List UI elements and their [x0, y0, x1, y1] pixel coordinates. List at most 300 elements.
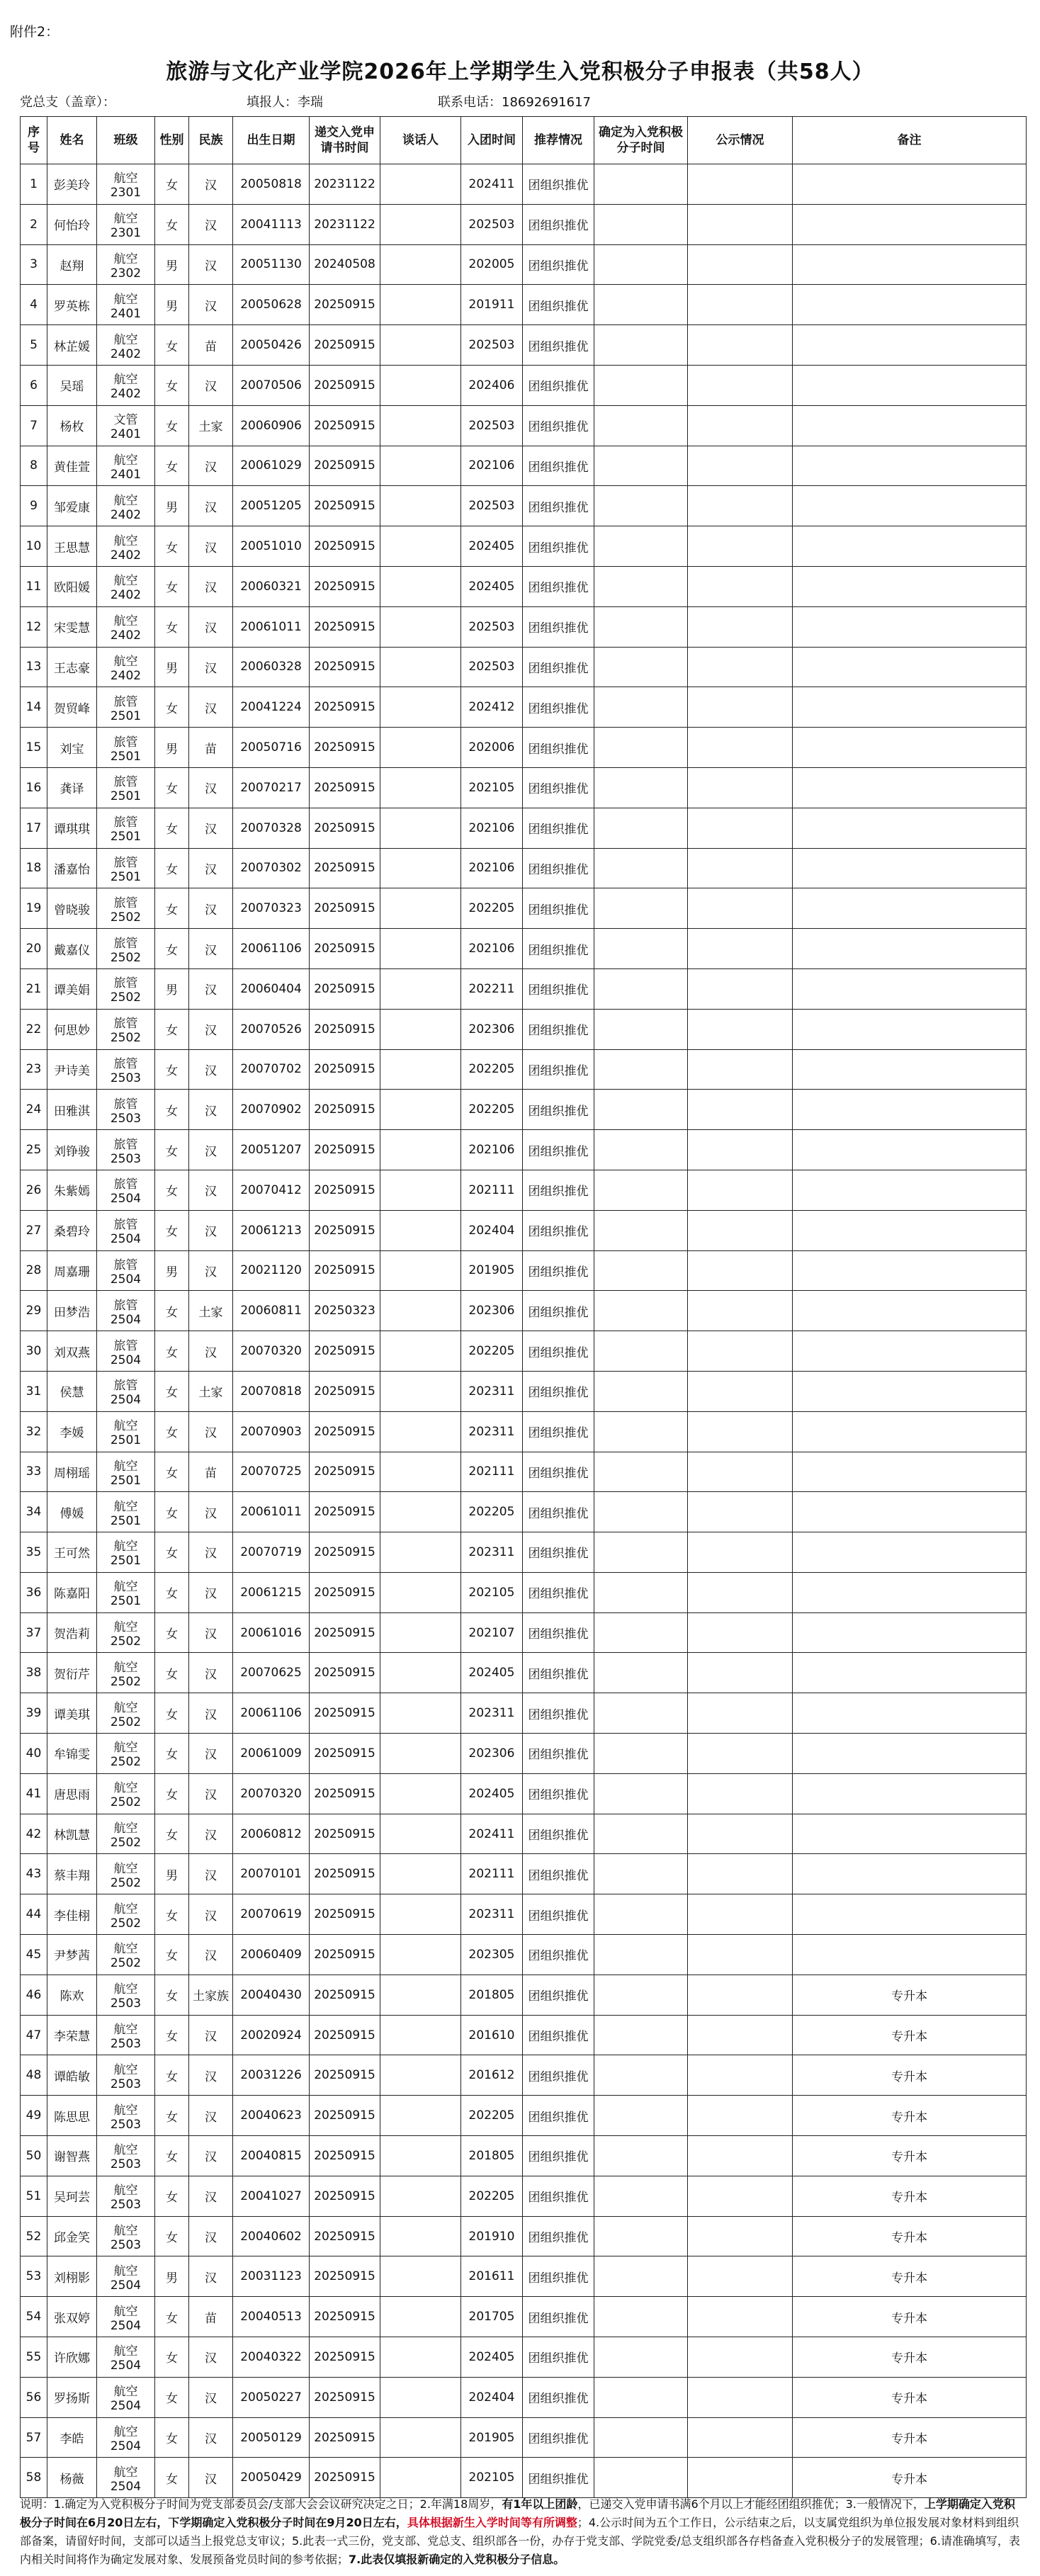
table-cell: 20250915: [310, 606, 380, 647]
table-cell: [688, 1894, 793, 1935]
table-cell: [688, 1130, 793, 1170]
table-cell: 20250915: [310, 1210, 380, 1250]
table-cell: 26: [21, 1170, 47, 1210]
table-cell: 女: [155, 2377, 189, 2417]
table-cell: 汉: [189, 526, 233, 567]
table-cell: [594, 1049, 688, 1090]
table-cell: [793, 325, 1027, 366]
table-cell: [594, 446, 688, 486]
table-cell: 赵翔: [47, 244, 97, 285]
table-cell: 林凯慧: [47, 1814, 97, 1854]
table-cell: 航空2502: [97, 1894, 155, 1935]
table-cell: 男: [155, 486, 189, 526]
table-cell: [380, 1532, 461, 1573]
table-cell: [594, 2297, 688, 2337]
table-cell: [594, 1814, 688, 1854]
table-cell: 女: [155, 204, 189, 244]
table-cell: 团组织推优: [523, 2297, 594, 2337]
table-cell: 汉: [189, 2256, 233, 2297]
table-cell: 土家: [189, 405, 233, 446]
table-cell: 20: [21, 929, 47, 969]
table-cell: 吴珂芸: [47, 2176, 97, 2216]
table-cell: 20250915: [310, 1452, 380, 1492]
table-row: [21, 1935, 1027, 1975]
table-cell: 20250915: [310, 1532, 380, 1573]
table-cell: 20050227: [233, 2377, 310, 2417]
table-cell: 36: [21, 1572, 47, 1612]
table-cell: 9: [21, 486, 47, 526]
table-header-row: [21, 117, 1027, 164]
table-cell: 牟锦雯: [47, 1734, 97, 1774]
table-cell: 汉: [189, 446, 233, 486]
table-cell: [688, 687, 793, 728]
table-cell: 43: [21, 1854, 47, 1894]
table-cell: [688, 1693, 793, 1734]
table-cell: [380, 2377, 461, 2417]
table-cell: 45: [21, 1935, 47, 1975]
table-cell: 男: [155, 244, 189, 285]
table-row: [21, 405, 1027, 446]
table-cell: 汉: [189, 2136, 233, 2176]
table-cell: 团组织推优: [523, 1734, 594, 1774]
table-cell: 34: [21, 1492, 47, 1532]
table-cell: 团组织推优: [523, 1452, 594, 1492]
table-cell: [793, 204, 1027, 244]
table-cell: 20040602: [233, 2216, 310, 2256]
table-cell: 20031226: [233, 2055, 310, 2096]
table-cell: [594, 1734, 688, 1774]
table-cell: 苗: [189, 2297, 233, 2337]
column-header: 确定为入党积极分子时间: [594, 117, 688, 164]
table-cell: 女: [155, 687, 189, 728]
table-cell: 汉: [189, 2176, 233, 2216]
table-cell: 航空2402: [97, 365, 155, 405]
table-cell: 专升本: [793, 2256, 1027, 2297]
table-cell: 202311: [461, 1532, 523, 1573]
table-cell: 52: [21, 2216, 47, 2256]
table-cell: 48: [21, 2055, 47, 2096]
table-cell: 20041224: [233, 687, 310, 728]
table-cell: 汉: [189, 2337, 233, 2378]
table-cell: 刘铮骏: [47, 1130, 97, 1170]
table-cell: 54: [21, 2297, 47, 2337]
table-cell: [380, 929, 461, 969]
table-row: [21, 1331, 1027, 1372]
table-cell: 宋雯慧: [47, 606, 97, 647]
notes-emphasis-2: 上学期确定入党积极分子时间在6月20日左右，下学期确定入党积极分子时间在9月20日左右，: [20, 2497, 1015, 2529]
table-row: [21, 1090, 1027, 1130]
table-cell: [688, 2096, 793, 2136]
table-cell: 团组织推优: [523, 1572, 594, 1612]
table-cell: [380, 1894, 461, 1935]
table-cell: 女: [155, 566, 189, 606]
table-cell: 202205: [461, 1090, 523, 1130]
table-cell: 20050716: [233, 728, 310, 768]
table-cell: 57: [21, 2417, 47, 2458]
table-cell: 苗: [189, 728, 233, 768]
table-cell: 4: [21, 285, 47, 325]
table-cell: [688, 1492, 793, 1532]
table-cell: 202503: [461, 486, 523, 526]
table-cell: 2: [21, 204, 47, 244]
table-cell: [380, 2096, 461, 2136]
table-cell: 旅管2502: [97, 888, 155, 929]
table-cell: [594, 164, 688, 205]
table-cell: [688, 1935, 793, 1975]
table-cell: [380, 1009, 461, 1049]
table-row: [21, 2055, 1027, 2096]
table-cell: [594, 1935, 688, 1975]
table-cell: 202503: [461, 647, 523, 687]
table-cell: 20061106: [233, 929, 310, 969]
table-cell: 团组织推优: [523, 1130, 594, 1170]
table-cell: [594, 888, 688, 929]
table-cell: 苗: [189, 1452, 233, 1492]
table-cell: 20250915: [310, 1331, 380, 1372]
table-cell: [793, 1612, 1027, 1653]
table-cell: 12: [21, 606, 47, 647]
table-cell: 旅管2504: [97, 1331, 155, 1372]
form-subheader: [20, 92, 1026, 113]
table-cell: 202105: [461, 1572, 523, 1612]
table-row: [21, 687, 1027, 728]
table-cell: 航空2502: [97, 1814, 155, 1854]
table-cell: [380, 728, 461, 768]
table-cell: 16: [21, 767, 47, 808]
table-cell: 女: [155, 929, 189, 969]
table-cell: 202111: [461, 1452, 523, 1492]
table-cell: [793, 1452, 1027, 1492]
table-cell: 20061009: [233, 1734, 310, 1774]
table-cell: 44: [21, 1894, 47, 1935]
table-row: [21, 2337, 1027, 2378]
table-cell: [594, 1894, 688, 1935]
table-cell: 邹爱康: [47, 486, 97, 526]
table-cell: 20070719: [233, 1532, 310, 1573]
table-cell: 航空2501: [97, 1572, 155, 1612]
table-cell: [793, 728, 1027, 768]
table-cell: 航空2501: [97, 1411, 155, 1452]
table-cell: 专升本: [793, 2015, 1027, 2055]
table-cell: 汉: [189, 1814, 233, 1854]
table-cell: 航空2501: [97, 1532, 155, 1573]
table-cell: 潘嘉怡: [47, 848, 97, 888]
table-cell: 女: [155, 2458, 189, 2498]
table-row: [21, 446, 1027, 486]
table-cell: [688, 2337, 793, 2378]
table-cell: 邱金笑: [47, 2216, 97, 2256]
table-cell: 汉: [189, 1612, 233, 1653]
table-cell: [380, 1814, 461, 1854]
table-cell: 汉: [189, 1693, 233, 1734]
table-cell: 女: [155, 1130, 189, 1170]
table-cell: 202411: [461, 1814, 523, 1854]
table-cell: 202105: [461, 767, 523, 808]
table-cell: 女: [155, 2297, 189, 2337]
notes-text: ，已递交入党申请书满6个月以上才能经团组织推优；3.一般情况下，: [577, 2497, 925, 2511]
table-cell: [594, 929, 688, 969]
table-cell: [594, 1009, 688, 1049]
table-cell: [594, 1975, 688, 2015]
table-cell: 女: [155, 1734, 189, 1774]
table-cell: [380, 285, 461, 325]
table-cell: 团组织推优: [523, 1532, 594, 1573]
table-cell: 20250915: [310, 848, 380, 888]
table-cell: [594, 1572, 688, 1612]
table-cell: 女: [155, 2337, 189, 2378]
table-cell: [594, 647, 688, 687]
column-header: 序号: [21, 117, 47, 164]
table-cell: 团组织推优: [523, 285, 594, 325]
table-cell: 团组织推优: [523, 566, 594, 606]
table-cell: 汉: [189, 164, 233, 205]
table-cell: 旅管2503: [97, 1130, 155, 1170]
table-cell: 20250915: [310, 1170, 380, 1210]
table-cell: 20250915: [310, 1693, 380, 1734]
table-cell: 20021120: [233, 1250, 310, 1291]
table-cell: [688, 2136, 793, 2176]
column-header: 班级: [97, 117, 155, 164]
table-cell: [688, 1210, 793, 1250]
table-cell: 汉: [189, 1773, 233, 1814]
table-cell: 46: [21, 1975, 47, 2015]
table-cell: 汉: [189, 285, 233, 325]
table-cell: [688, 2015, 793, 2055]
table-cell: [688, 2176, 793, 2216]
table-cell: [688, 526, 793, 567]
table-cell: 20070903: [233, 1411, 310, 1452]
table-cell: 汉: [189, 767, 233, 808]
table-cell: 专升本: [793, 2096, 1027, 2136]
table-row: [21, 1492, 1027, 1532]
table-cell: 女: [155, 1371, 189, 1411]
table-cell: [380, 647, 461, 687]
table-cell: 航空2504: [97, 2377, 155, 2417]
table-cell: 20060328: [233, 647, 310, 687]
table-cell: 汉: [189, 2015, 233, 2055]
table-cell: 202106: [461, 929, 523, 969]
table-cell: [688, 486, 793, 526]
table-cell: 6: [21, 365, 47, 405]
table-row: [21, 1452, 1027, 1492]
table-cell: [793, 1532, 1027, 1573]
table-cell: [594, 687, 688, 728]
table-cell: 55: [21, 2337, 47, 2378]
table-cell: 航空2502: [97, 1773, 155, 1814]
table-row: [21, 1291, 1027, 1331]
table-cell: 女: [155, 1653, 189, 1693]
table-cell: 何怡玲: [47, 204, 97, 244]
table-cell: [380, 2176, 461, 2216]
table-cell: 傅媛: [47, 1492, 97, 1532]
table-cell: [594, 1170, 688, 1210]
table-cell: 专升本: [793, 1975, 1027, 2015]
table-cell: 航空2402: [97, 606, 155, 647]
table-row: [21, 606, 1027, 647]
table-cell: 汉: [189, 2216, 233, 2256]
table-cell: [688, 968, 793, 1009]
table-cell: 龚译: [47, 767, 97, 808]
table-cell: 侯慧: [47, 1371, 97, 1411]
table-cell: 汉: [189, 1894, 233, 1935]
table-cell: 31: [21, 1371, 47, 1411]
table-cell: 航空2502: [97, 1935, 155, 1975]
table-cell: 团组织推优: [523, 1170, 594, 1210]
table-cell: [688, 1331, 793, 1372]
table-cell: 团组织推优: [523, 647, 594, 687]
table-cell: [380, 848, 461, 888]
table-cell: 202405: [461, 1773, 523, 1814]
table-cell: 旅管2503: [97, 1049, 155, 1090]
table-cell: [793, 365, 1027, 405]
table-cell: 汉: [189, 2417, 233, 2458]
table-cell: 团组织推优: [523, 1935, 594, 1975]
table-cell: 20061213: [233, 1210, 310, 1250]
table-cell: 20070323: [233, 888, 310, 929]
table-cell: 女: [155, 606, 189, 647]
table-cell: [688, 1653, 793, 1693]
table-cell: [793, 606, 1027, 647]
table-cell: 39: [21, 1693, 47, 1734]
column-header: 性别: [155, 117, 189, 164]
table-cell: 团组织推优: [523, 1693, 594, 1734]
table-cell: 20250915: [310, 2417, 380, 2458]
table-cell: 王可然: [47, 1532, 97, 1573]
table-cell: [594, 1653, 688, 1693]
table-cell: 团组织推优: [523, 1371, 594, 1411]
table-cell: [793, 1653, 1027, 1693]
table-cell: 团组织推优: [523, 2176, 594, 2216]
table-cell: 团组织推优: [523, 2055, 594, 2096]
column-header: 谈话人: [380, 117, 461, 164]
table-cell: 20041113: [233, 204, 310, 244]
table-cell: 20061011: [233, 1492, 310, 1532]
column-header: 入团时间: [461, 117, 523, 164]
table-row: [21, 204, 1027, 244]
table-cell: 女: [155, 1411, 189, 1452]
table-cell: 20250915: [310, 2377, 380, 2417]
table-cell: 20250915: [310, 285, 380, 325]
table-cell: 戴嘉仪: [47, 929, 97, 969]
table-cell: 202404: [461, 2377, 523, 2417]
table-cell: 20250915: [310, 1935, 380, 1975]
table-cell: [793, 888, 1027, 929]
table-row: [21, 2417, 1027, 2458]
table-cell: [380, 1935, 461, 1975]
table-row: [21, 486, 1027, 526]
table-cell: [688, 566, 793, 606]
table-cell: 团组织推优: [523, 606, 594, 647]
table-cell: 20250915: [310, 1854, 380, 1894]
table-cell: [793, 808, 1027, 848]
table-row: [21, 1975, 1027, 2015]
table-cell: 旅管2504: [97, 1170, 155, 1210]
table-cell: 团组织推优: [523, 1773, 594, 1814]
table-cell: [380, 325, 461, 366]
table-cell: [380, 2256, 461, 2297]
table-cell: 航空2504: [97, 2458, 155, 2498]
table-cell: 航空2301: [97, 204, 155, 244]
table-cell: 13: [21, 647, 47, 687]
table-cell: 202111: [461, 1170, 523, 1210]
table-cell: 蔡丰翔: [47, 1854, 97, 1894]
table-cell: [380, 2055, 461, 2096]
table-cell: [380, 1452, 461, 1492]
table-cell: [793, 1693, 1027, 1734]
table-cell: [380, 2136, 461, 2176]
table-cell: 贺贸峰: [47, 687, 97, 728]
table-cell: 汉: [189, 244, 233, 285]
table-cell: 团组织推优: [523, 1331, 594, 1372]
table-cell: [793, 446, 1027, 486]
table-cell: [688, 1090, 793, 1130]
table-cell: [594, 365, 688, 405]
table-cell: 202106: [461, 446, 523, 486]
table-cell: 201611: [461, 2256, 523, 2297]
table-cell: [793, 1049, 1027, 1090]
table-cell: 女: [155, 1572, 189, 1612]
table-cell: 航空2503: [97, 1975, 155, 2015]
table-cell: [594, 968, 688, 1009]
table-cell: 20061029: [233, 446, 310, 486]
table-cell: 陈思思: [47, 2096, 97, 2136]
table-cell: [688, 728, 793, 768]
table-cell: [380, 405, 461, 446]
table-cell: 李媛: [47, 1411, 97, 1452]
table-cell: 202412: [461, 687, 523, 728]
table-cell: 女: [155, 1452, 189, 1492]
table-cell: 航空2503: [97, 2096, 155, 2136]
table-cell: [688, 1452, 793, 1492]
table-cell: 202111: [461, 1854, 523, 1894]
table-cell: [594, 325, 688, 366]
table-cell: 20250915: [310, 1814, 380, 1854]
table-cell: 汉: [189, 2458, 233, 2498]
table-cell: 20060321: [233, 566, 310, 606]
table-cell: 旅管2501: [97, 848, 155, 888]
table-row: [21, 1250, 1027, 1291]
table-cell: 202311: [461, 1693, 523, 1734]
notes-block: [20, 2495, 1026, 2569]
table-row: [21, 1734, 1027, 1774]
table-cell: 航空2402: [97, 526, 155, 567]
table-cell: 罗扬斯: [47, 2377, 97, 2417]
table-cell: 30: [21, 1331, 47, 1372]
table-cell: 202405: [461, 566, 523, 606]
table-cell: 贺浩莉: [47, 1612, 97, 1653]
table-cell: 20250915: [310, 2015, 380, 2055]
table-cell: 汉: [189, 1492, 233, 1532]
table-cell: 20070702: [233, 1049, 310, 1090]
table-cell: 202205: [461, 1049, 523, 1090]
table-cell: 谢智燕: [47, 2136, 97, 2176]
table-cell: 汉: [189, 1411, 233, 1452]
table-cell: [688, 204, 793, 244]
table-cell: 201612: [461, 2055, 523, 2096]
table-cell: [594, 405, 688, 446]
table-cell: 杨枚: [47, 405, 97, 446]
table-cell: 王志豪: [47, 647, 97, 687]
table-cell: 汉: [189, 687, 233, 728]
table-cell: 20051207: [233, 1130, 310, 1170]
table-cell: 团组织推优: [523, 1049, 594, 1090]
table-cell: 女: [155, 1773, 189, 1814]
table-cell: 20070412: [233, 1170, 310, 1210]
table-cell: 20070818: [233, 1371, 310, 1411]
table-row: [21, 929, 1027, 969]
table-cell: [380, 1734, 461, 1774]
table-cell: 女: [155, 848, 189, 888]
